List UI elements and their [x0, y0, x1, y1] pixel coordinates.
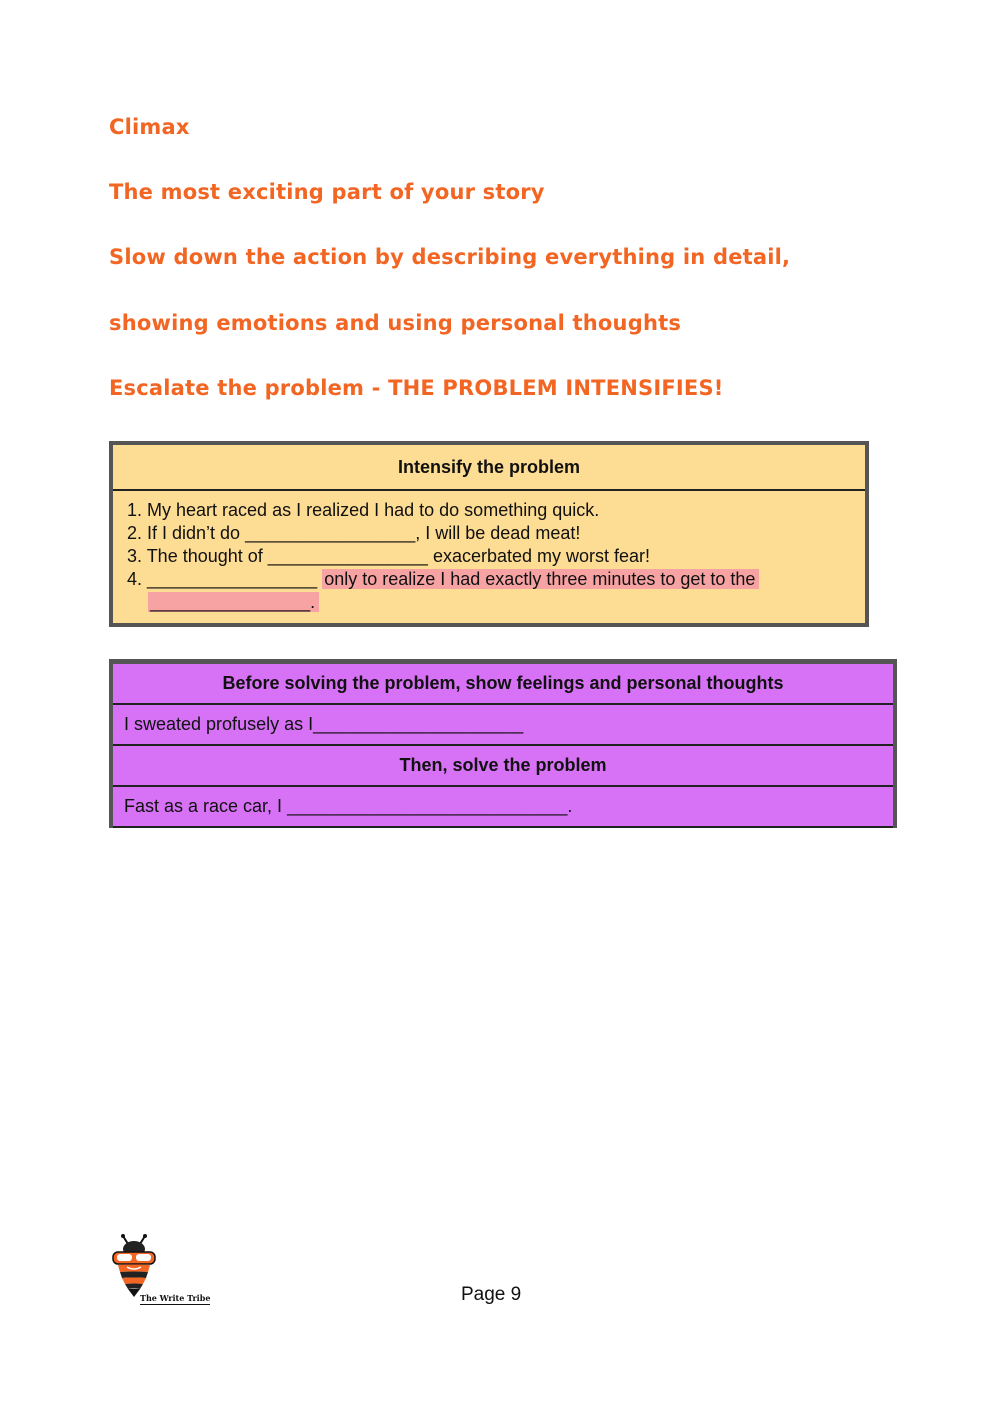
- intensify-item-4-blank: ________________.: [148, 592, 319, 612]
- intensify-item-4: [127, 568, 865, 591]
- intensify-item-4-highlight: only to realize I had exactly three minutes to get to the: [322, 569, 759, 589]
- intensify-item-3: 3. The thought of ________________ exacerbated my worst fear!: [127, 546, 651, 566]
- intensify-table-header: Intensify the problem: [113, 445, 865, 491]
- section-title: Climax: [109, 115, 190, 139]
- intensify-table: [109, 441, 869, 627]
- subheading-exciting: The most exciting part of your story: [109, 180, 545, 204]
- intensify-item-1: 1. My heart raced as I realized I had to do something quick.: [127, 500, 600, 520]
- subheading-slow-down: Slow down the action by describing everything in detail,: [109, 245, 791, 269]
- solve-table-header-solve: Then, solve the problem: [113, 746, 893, 787]
- solve-table-header-feelings: Before solving the problem, show feelings and personal thoughts: [113, 664, 893, 705]
- solve-table-row-sweated: I sweated profusely as I_____________________: [113, 705, 893, 746]
- subheading-escalate: Escalate the problem - THE PROBLEM INTENSIFIES!: [109, 376, 724, 400]
- intensify-item-2: 2. If I didn’t do _________________, I will be dead meat!: [127, 523, 581, 543]
- intensify-item-4-continued: [127, 591, 865, 614]
- solve-table: [109, 659, 897, 828]
- page-number: Page 9: [461, 1284, 522, 1305]
- intensify-item-4-prefix: 4. _________________: [127, 569, 323, 589]
- logo-text: The Write Tribe: [140, 1293, 211, 1303]
- intensify-table-body: [113, 491, 865, 614]
- subheading-emotions: showing emotions and using personal thoughts: [109, 311, 682, 335]
- solve-table-row-race-car: Fast as a race car, I ____________________________.: [113, 787, 893, 828]
